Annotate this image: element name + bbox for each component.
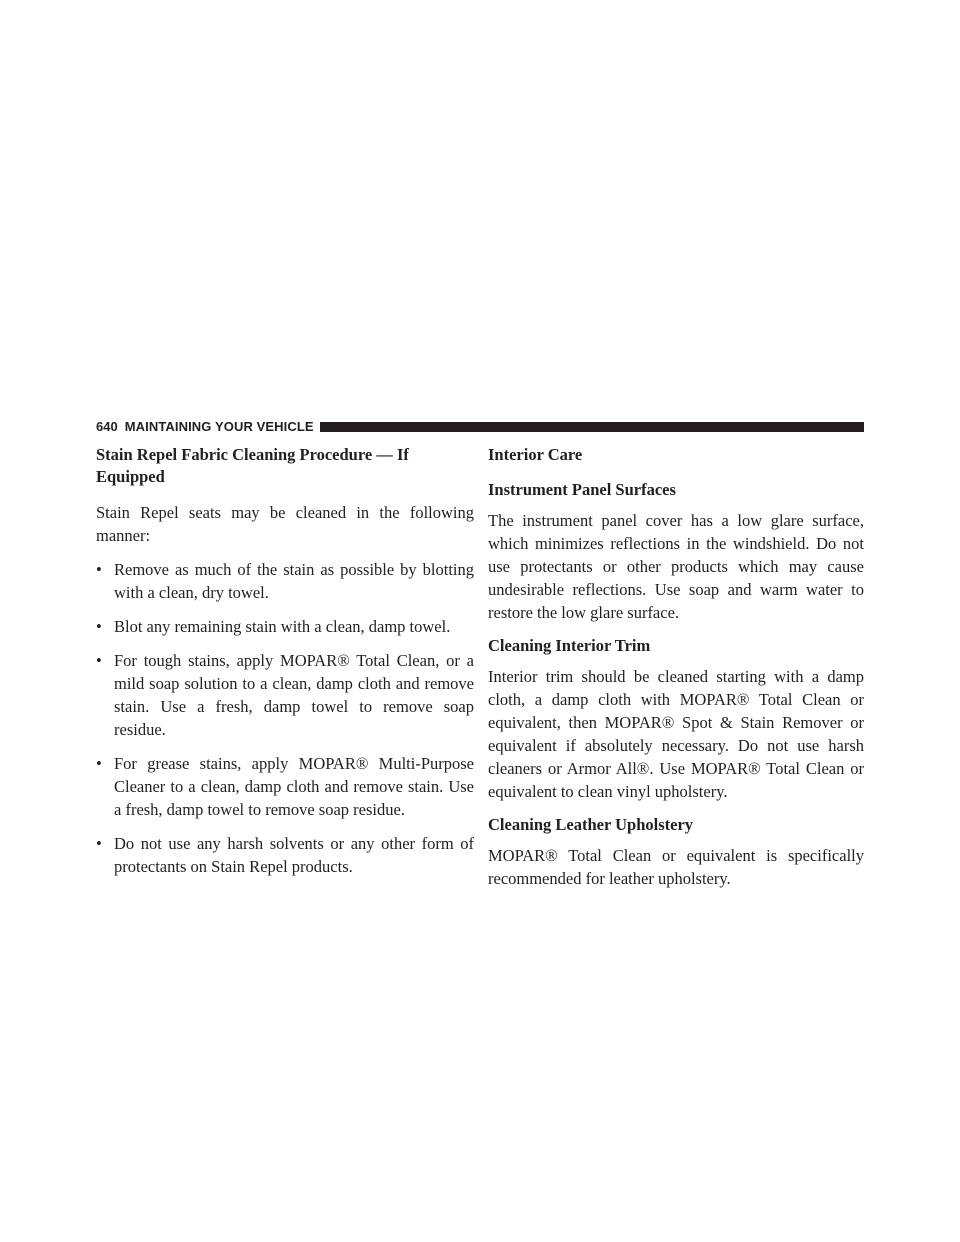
bullet-icon: • [96, 754, 102, 773]
list-item [96, 832, 474, 878]
header-rule [320, 422, 864, 432]
list-item [96, 558, 474, 604]
list-item [96, 615, 474, 638]
bullet-icon: • [96, 560, 102, 579]
interior-trim-heading: Cleaning Interior Trim [488, 636, 651, 655]
list-item-text: Do not use any harsh solvents or any other form of protectants on Stain Repel products. [114, 834, 474, 876]
list-item-text: Remove as much of the stain as possible by blotting with a clean, dry towel. [114, 560, 474, 602]
bullet-icon: • [96, 651, 102, 670]
interior-trim-body: Interior trim should be cleaned starting with a damp cloth, a damp cloth with MOPAR® Total Clean or equivalent, then MOPAR® Spot & Stain Remover or equivalent if absolutely necessary. Do not use harsh cleaners or Armor All®. Use MOPAR® Total Clean or equivalent to clean vinyl upholstery. [488, 667, 864, 801]
page-header [96, 419, 864, 435]
stain-repel-heading: Stain Repel Fabric Cleaning Procedure — If Equipped [96, 445, 409, 486]
bullet-icon: • [96, 617, 102, 636]
list-item-text: For tough stains, apply MOPAR® Total Clean, or a mild soap solution to a clean, damp cloth and remove stain. Use a fresh, damp towel to remove soap residue. [114, 651, 474, 739]
right-column [488, 444, 864, 901]
left-column [96, 444, 474, 889]
leather-upholstery-body: MOPAR® Total Clean or equivalent is specifically recommended for leather upholstery. [488, 846, 864, 888]
stain-repel-steps [96, 558, 474, 878]
leather-upholstery-heading: Cleaning Leather Upholstery [488, 815, 694, 834]
bullet-icon: • [96, 834, 102, 853]
page-number: 640 [96, 419, 118, 434]
interior-care-heading: Interior Care [488, 445, 583, 464]
instrument-panel-body: The instrument panel cover has a low glare surface, which minimizes reflections in the windshield. Do not use protectants or other products which may cause undesirable reflections. Use soap and warm water to restore the low glare surface. [488, 511, 864, 622]
list-item [96, 752, 474, 821]
list-item [96, 649, 474, 741]
instrument-panel-heading: Instrument Panel Surfaces [488, 480, 676, 499]
list-item-text: For grease stains, apply MOPAR® Multi-Purpose Cleaner to a clean, damp cloth and remove stain. Use a fresh, damp towel to remove soap residue. [114, 754, 474, 819]
stain-repel-intro: Stain Repel seats may be cleaned in the following manner: [96, 503, 474, 545]
list-item-text: Blot any remaining stain with a clean, damp towel. [114, 617, 451, 636]
section-title: MAINTAINING YOUR VEHICLE [124, 419, 314, 434]
